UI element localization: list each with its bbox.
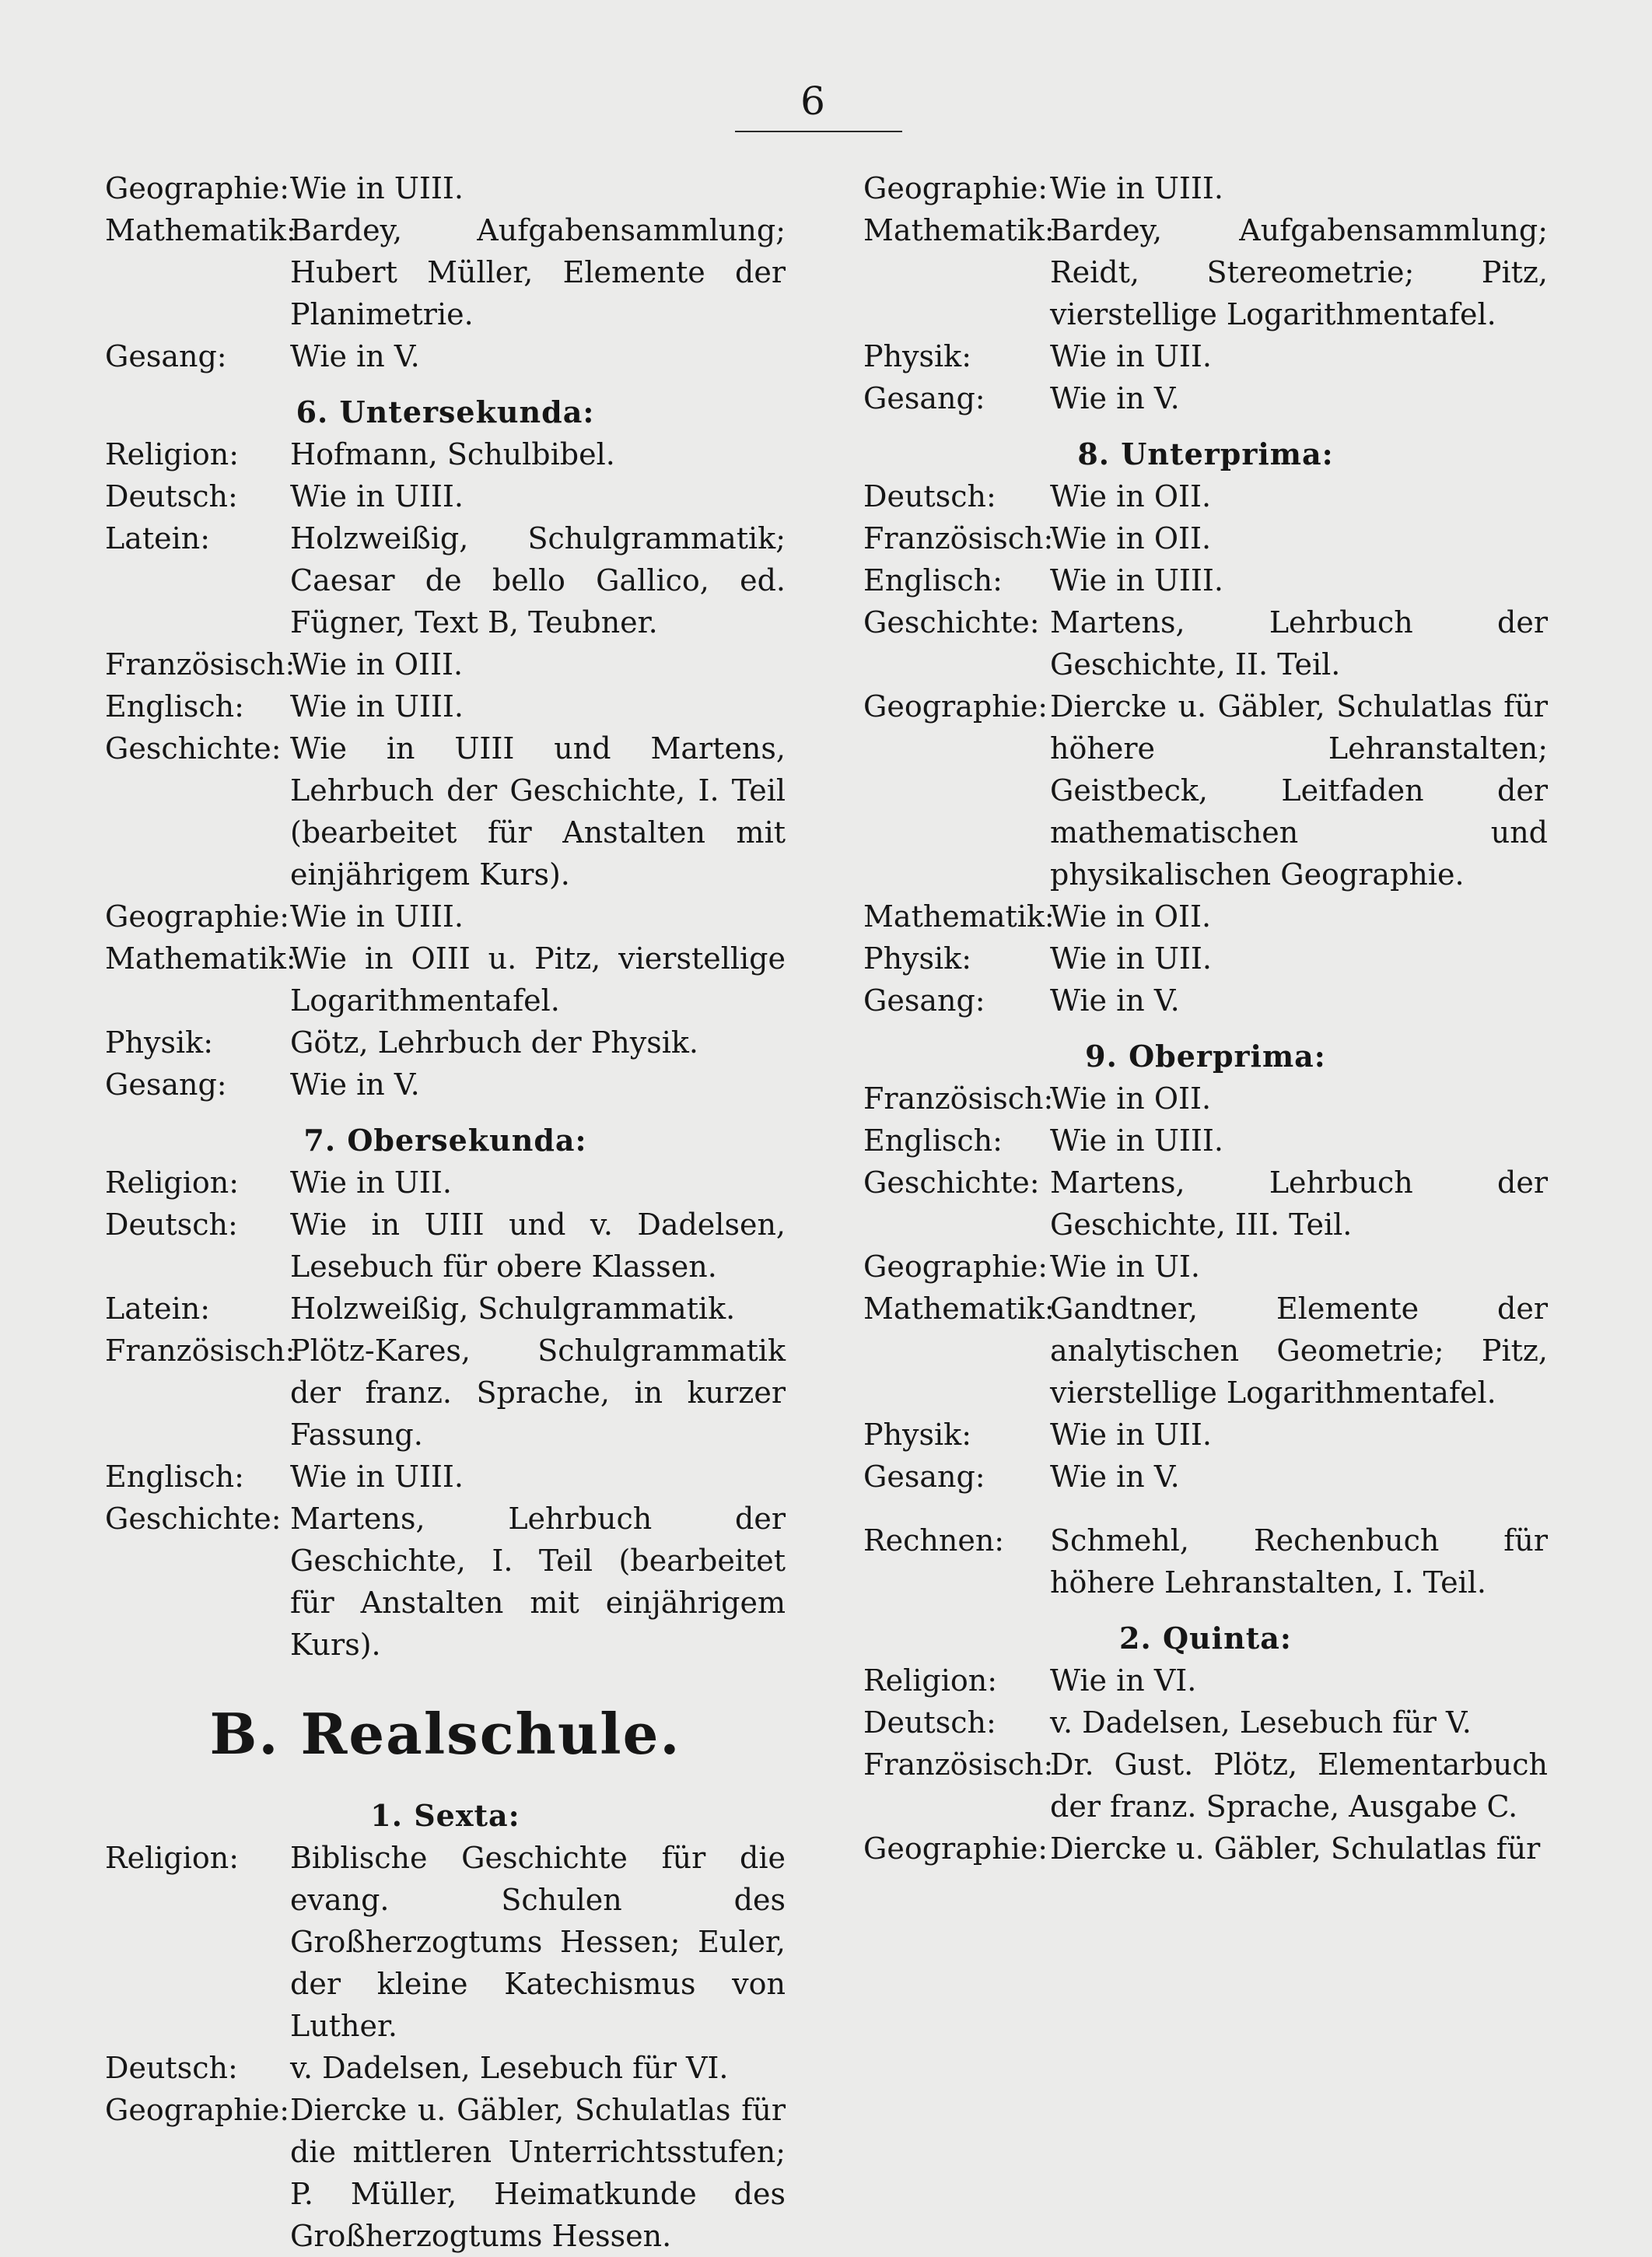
- subject-row: [863, 167, 1548, 209]
- subject-books: Wie in UIII.: [290, 899, 464, 934]
- subject-label: Englisch:: [863, 1123, 1003, 1158]
- subject-row: [105, 1022, 786, 1064]
- subject-row: [863, 1288, 1548, 1414]
- subject-row: [863, 1120, 1548, 1162]
- subject-books: Bardey, Aufgabensammlung; Hubert Müller, Elemente der Planimetrie.: [290, 213, 786, 331]
- subject-row: [863, 685, 1548, 895]
- class-heading-quinta: 2. Quinta:: [1119, 1621, 1292, 1656]
- subject-books: Wie in OIII u. Pitz, vierstellige Logarithmentafel.: [290, 941, 786, 1018]
- subject-books: Wie in UIII und Martens, Lehrbuch der Geschichte, I. Teil (bearbeitet für Anstalten mit einjährigem Kurs).: [290, 731, 786, 892]
- subject-label: Geographie:: [105, 899, 290, 934]
- subject-books: Wie in V.: [1050, 381, 1180, 415]
- subject-books: Diercke u. Gäbler, Schulatlas für höhere Lehranstalten; Geistbeck, Leitfaden der mathematischen und physikalischen Geographie.: [1050, 689, 1548, 892]
- subject-row: [105, 1288, 786, 1330]
- subject-label: Rechnen:: [863, 1523, 1005, 1558]
- subject-label: Physik:: [863, 339, 971, 373]
- subject-label: Physik:: [863, 941, 971, 976]
- subject-label: Mathematik:: [863, 899, 1055, 934]
- subject-books: Wie in UIII.: [1050, 563, 1223, 598]
- subject-row: [863, 559, 1548, 601]
- subject-books: Plötz-Kares, Schulgrammatik der franz. Sprache, in kurzer Fassung.: [290, 1334, 786, 1452]
- subject-books: Wie in OII.: [1050, 899, 1212, 934]
- subject-row: [863, 475, 1548, 517]
- subject-label: Gesang:: [863, 983, 985, 1018]
- subject-label: Gesang:: [863, 1460, 985, 1494]
- subject-row: [863, 335, 1548, 377]
- subject-label: Gesang:: [105, 1067, 227, 1102]
- subject-books: Wie in VI.: [1050, 1663, 1197, 1698]
- subject-books: Holzweißig, Schulgrammatik.: [290, 1291, 736, 1326]
- subject-row: [863, 1456, 1548, 1498]
- subject-row: [105, 433, 786, 475]
- subject-row: [105, 1330, 786, 1456]
- subject-books: Wie in UIII.: [290, 479, 464, 513]
- subject-label: Mathematik:: [105, 941, 296, 976]
- subject-label: Englisch:: [105, 1460, 244, 1494]
- subject-row: [105, 937, 786, 1022]
- subject-label: Französisch:: [863, 1747, 1054, 1782]
- class-heading-obersekunda: 7. Obersekunda:: [303, 1123, 587, 1158]
- subject-label: Gesang:: [863, 381, 985, 415]
- section-title-realschule: B. Realschule.: [209, 1701, 681, 1767]
- class-heading-oberprima: 9. Oberprima:: [1085, 1039, 1326, 1074]
- subject-row: [863, 1078, 1548, 1120]
- subject-label: Physik:: [863, 1418, 971, 1452]
- subject-label: Religion:: [863, 1663, 998, 1698]
- subject-books: Diercke u. Gäbler, Schulatlas für die mittleren Unterrichtsstufen; P. Müller, Heimatkunde des Großherzogtums Hessen.: [290, 2093, 786, 2253]
- subject-row: [105, 643, 786, 685]
- subject-books: Wie in UIII.: [1050, 171, 1223, 205]
- subject-label: Geographie:: [863, 689, 1048, 724]
- subject-books: v. Dadelsen, Lesebuch für V.: [1050, 1705, 1472, 1740]
- subject-books: Wie in OII.: [1050, 479, 1212, 513]
- class-heading-unterprima: 8. Unterprima:: [1077, 436, 1334, 471]
- subject-label: Geschichte:: [863, 605, 1040, 640]
- subject-books: Wie in V.: [1050, 983, 1180, 1018]
- class-heading-untersekunda: 6. Untersekunda:: [296, 394, 595, 429]
- subject-row: [105, 1162, 786, 1204]
- subject-books: Wie in UII.: [1050, 1418, 1212, 1452]
- subject-books: Holzweißig, Schulgrammatik; Caesar de bello Gallico, ed. Fügner, Text B, Teubner.: [290, 521, 786, 640]
- subject-row: [105, 1064, 786, 1106]
- subject-row: [105, 2047, 786, 2089]
- subject-books: Martens, Lehrbuch der Geschichte, II. Teil.: [1050, 605, 1548, 682]
- right-column: [863, 167, 1548, 1870]
- subject-row: [863, 517, 1548, 559]
- left-column: [105, 167, 786, 2257]
- subject-row: [863, 1246, 1548, 1288]
- subject-label: Latein:: [105, 1291, 211, 1326]
- subject-books: Wie in UII.: [1050, 941, 1212, 976]
- subject-label: Geographie:: [105, 2093, 290, 2127]
- subject-label: Deutsch:: [105, 2051, 238, 2085]
- subject-books: Wie in OIII.: [290, 647, 464, 682]
- subject-label: Religion:: [105, 437, 240, 471]
- subject-books: Wie in UIII.: [1050, 1123, 1223, 1158]
- spacer: [863, 1498, 1548, 1519]
- subject-row: [863, 209, 1548, 335]
- subject-books: Wie in UIII.: [290, 171, 464, 205]
- subject-row: [863, 937, 1548, 980]
- subject-row: [105, 685, 786, 727]
- subject-label: Geschichte:: [105, 731, 282, 766]
- subject-row: [105, 167, 786, 209]
- subject-label: Französisch:: [863, 1081, 1054, 1116]
- subject-row: [863, 1162, 1548, 1246]
- subject-label: Geographie:: [863, 1831, 1048, 1866]
- subject-books: Diercke u. Gäbler, Schulatlas für: [1050, 1831, 1541, 1866]
- subject-books: Dr. Gust. Plötz, Elementarbuch der franz. Sprache, Ausgabe C.: [1050, 1747, 1548, 1824]
- subject-books: Wie in OII.: [1050, 1081, 1212, 1116]
- subject-books: Gandtner, Elemente der analytischen Geometrie; Pitz, vierstellige Logarithmentafel.: [1050, 1291, 1548, 1410]
- subject-label: Französisch:: [105, 1334, 296, 1368]
- subject-row: [105, 895, 786, 937]
- subject-label: Mathematik:: [863, 1291, 1055, 1326]
- subject-row: [863, 1659, 1548, 1702]
- subject-row: [863, 980, 1548, 1022]
- subject-row: [105, 1456, 786, 1498]
- subject-label: Deutsch:: [863, 1705, 996, 1740]
- subject-label: Mathematik:: [105, 213, 296, 247]
- subject-label: Deutsch:: [105, 1207, 238, 1242]
- subject-label: Gesang:: [105, 339, 227, 373]
- subject-label: Englisch:: [863, 563, 1003, 598]
- subject-label: Französisch:: [863, 521, 1054, 555]
- subject-row: [105, 517, 786, 643]
- subject-label: Geschichte:: [105, 1502, 282, 1536]
- subject-books: Götz, Lehrbuch der Physik.: [290, 1025, 699, 1060]
- subject-label: Geographie:: [105, 171, 290, 205]
- subject-row: [863, 601, 1548, 685]
- subject-books: Wie in UIII.: [290, 1460, 464, 1494]
- subject-row: [105, 335, 786, 377]
- subject-books: Wie in UII.: [1050, 339, 1212, 373]
- subject-books: Wie in UII.: [290, 1165, 452, 1200]
- subject-row: [105, 475, 786, 517]
- subject-books: v. Dadelsen, Lesebuch für VI.: [290, 2051, 729, 2085]
- subject-books: Martens, Lehrbuch der Geschichte, I. Teil (bearbeitet für Anstalten mit einjährigem Kurs).: [290, 1502, 786, 1662]
- subject-row: [105, 2089, 786, 2257]
- subject-books: Wie in UI.: [1050, 1249, 1200, 1284]
- subject-label: Deutsch:: [863, 479, 996, 513]
- subject-books: Hofmann, Schulbibel.: [290, 437, 615, 471]
- subject-books: Martens, Lehrbuch der Geschichte, III. Teil.: [1050, 1165, 1548, 1242]
- subject-label: Religion:: [105, 1165, 240, 1200]
- subject-books: Biblische Geschichte für die evang. Schulen des Großherzogtums Hessen; Euler, der kleine Katechismus von Luther.: [290, 1841, 786, 2043]
- subject-row: [105, 209, 786, 335]
- subject-row: [863, 1519, 1548, 1603]
- subject-label: Latein:: [105, 521, 211, 555]
- subject-row: [863, 1702, 1548, 1744]
- subject-label: Englisch:: [105, 689, 244, 724]
- subject-label: Geographie:: [863, 171, 1048, 205]
- subject-label: Geographie:: [863, 1249, 1048, 1284]
- subject-row: [863, 1414, 1548, 1456]
- subject-row: [863, 1744, 1548, 1828]
- class-heading-sexta: 1. Sexta:: [370, 1798, 520, 1833]
- page-number: 6: [800, 79, 825, 124]
- subject-row: [863, 377, 1548, 419]
- page-number-rule: [735, 131, 902, 132]
- subject-books: Wie in UIII und v. Dadelsen, Lesebuch für obere Klassen.: [290, 1207, 786, 1284]
- subject-books: Wie in V.: [290, 1067, 420, 1102]
- subject-row: [105, 1498, 786, 1666]
- subject-books: Wie in V.: [290, 339, 420, 373]
- subject-label: Französisch:: [105, 647, 296, 682]
- subject-label: Mathematik:: [863, 213, 1055, 247]
- subject-books: Wie in V.: [1050, 1460, 1180, 1494]
- subject-label: Physik:: [105, 1025, 213, 1060]
- subject-books: Bardey, Aufgabensammlung; Reidt, Stereometrie; Pitz, vierstellige Logarithmentafel.: [1050, 213, 1548, 331]
- subject-row: [863, 1828, 1548, 1870]
- subject-row: [105, 1837, 786, 2047]
- subject-label: Deutsch:: [105, 479, 238, 513]
- subject-books: Schmehl, Rechenbuch für höhere Lehranstalten, I. Teil.: [1050, 1523, 1548, 1600]
- subject-row: [863, 895, 1548, 937]
- subject-label: Geschichte:: [863, 1165, 1040, 1200]
- subject-label: Religion:: [105, 1841, 240, 1875]
- subject-books: Wie in UIII.: [290, 689, 464, 724]
- subject-row: [105, 1204, 786, 1288]
- subject-books: Wie in OII.: [1050, 521, 1212, 555]
- subject-row: [105, 727, 786, 895]
